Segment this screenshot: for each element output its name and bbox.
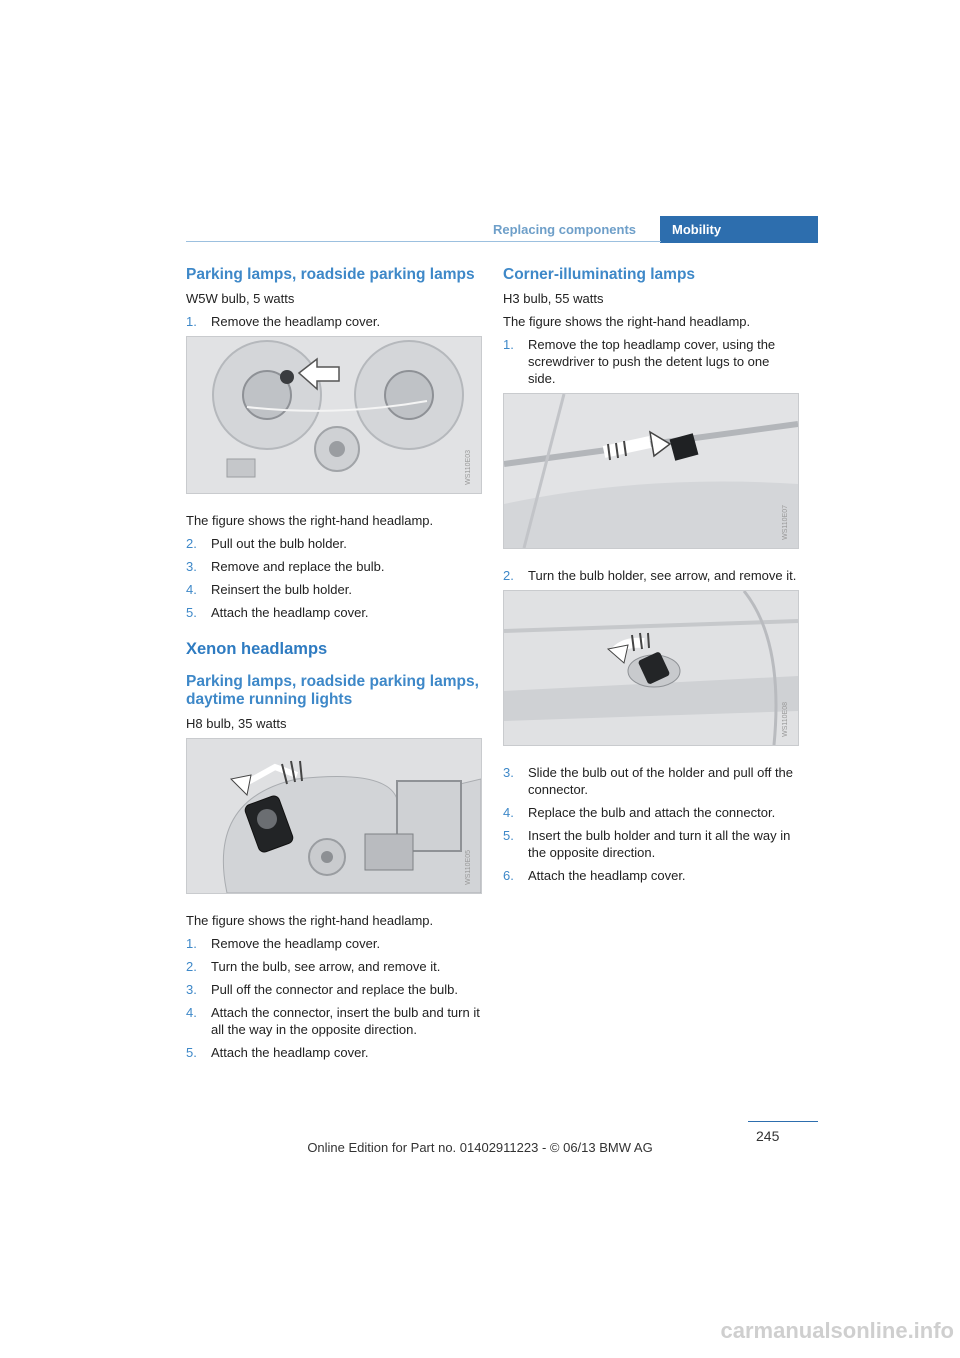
right-column (503, 266, 799, 890)
step-text: Attach the headlamp cover. (211, 1045, 369, 1060)
step-item (503, 567, 799, 584)
step-number: 1. (503, 337, 514, 352)
figure-headlamp-bulbs (186, 336, 482, 494)
step-text: Insert the bulb holder and turn it all the way in the opposite direction. (528, 828, 791, 860)
step-number: 1. (186, 314, 197, 329)
step-number: 5. (503, 828, 514, 843)
heading-xenon-headlamps: Xenon headlamps (186, 640, 328, 658)
chapter-label: Mobility (672, 222, 722, 237)
step-text: Attach the headlamp cover. (211, 605, 369, 620)
step-item (503, 336, 799, 387)
figure-bulb-holder (503, 590, 799, 746)
figure-code: WS110E03 (465, 450, 472, 485)
figure-top-cover (503, 393, 799, 549)
step-number: 1. (186, 936, 197, 951)
heading-parking-daytime: Parking lamps, roadside parking lamps, daytime running lights (186, 673, 479, 708)
step-number: 3. (503, 765, 514, 780)
bulb-spec: W5W bulb, 5 watts (186, 291, 295, 306)
step-number: 2. (186, 536, 197, 551)
step-item (186, 1044, 482, 1061)
figure-caption: The figure shows the right-hand headlamp. (186, 513, 434, 528)
step-text: Turn the bulb, see arrow, and remove it. (211, 959, 441, 974)
chapter-tab (660, 216, 818, 243)
edition-notice: Online Edition for Part no. 01402911223 - © 06/13 BMW AG (307, 1140, 653, 1155)
step-number: 3. (186, 559, 197, 574)
step-item (503, 867, 799, 884)
step-number: 2. (186, 959, 197, 974)
step-text: Remove and replace the bulb. (211, 559, 385, 574)
step-text: Remove the headlamp cover. (211, 314, 381, 329)
step-item (186, 1004, 482, 1038)
step-text: Turn the bulb holder, see arrow, and remove it. (528, 568, 797, 583)
step-text: Replace the bulb and attach the connector. (528, 805, 776, 820)
step-number: 2. (503, 568, 514, 583)
step-number: 3. (186, 982, 197, 997)
heading-corner-lamps: Corner-illuminating lamps (503, 266, 696, 283)
bulb-spec: H8 bulb, 35 watts (186, 716, 287, 731)
watermark: carmanualsonline.info (720, 1318, 954, 1343)
step-number: 5. (186, 605, 197, 620)
step-text: Pull out the bulb holder. (211, 536, 347, 551)
step-number: 6. (503, 868, 514, 883)
figure-caption: The figure shows the right-hand headlamp. (503, 314, 751, 329)
step-number: 5. (186, 1045, 197, 1060)
step-number: 4. (186, 1005, 197, 1020)
left-column (186, 266, 482, 1067)
step-item (503, 827, 799, 861)
figure-code: WS110E08 (782, 702, 789, 737)
step-text: Reinsert the bulb holder. (211, 582, 352, 597)
figure-caption: The figure shows the right-hand headlamp. (186, 913, 434, 928)
step-number: 4. (186, 582, 197, 597)
step-item (186, 581, 482, 598)
heading-parking-lamps: Parking lamps, roadside parking lamps (186, 266, 475, 283)
step-text: Pull off the connector and replace the bulb. (211, 982, 458, 997)
step-item (186, 604, 482, 621)
figure-xenon-bulb (186, 738, 482, 894)
step-number: 4. (503, 805, 514, 820)
footer-divider (748, 1121, 818, 1122)
page-number: 245 (756, 1128, 780, 1144)
step-text: Attach the connector, insert the bulb and turn it all the way in the opposite direction. (211, 1005, 480, 1037)
step-item (186, 981, 482, 998)
step-text: Remove the headlamp cover. (211, 936, 381, 951)
step-item (186, 535, 482, 552)
section-title: Replacing components (493, 222, 637, 237)
header-divider (186, 241, 661, 242)
step-text: Slide the bulb out of the holder and pull off the connector. (528, 765, 794, 797)
bulb-spec: H3 bulb, 55 watts (503, 291, 604, 306)
step-item (503, 804, 799, 821)
step-text: Attach the headlamp cover. (528, 868, 686, 883)
step-text: Remove the top headlamp cover, using the screwdriver to push the detent lugs to one side. (528, 337, 776, 386)
step-item (186, 935, 482, 952)
step-item (186, 313, 482, 330)
figure-code: WS110E05 (465, 850, 472, 885)
step-item (186, 558, 482, 575)
figure-code: WS110E07 (782, 505, 789, 540)
step-item (503, 764, 799, 798)
step-item (186, 958, 482, 975)
